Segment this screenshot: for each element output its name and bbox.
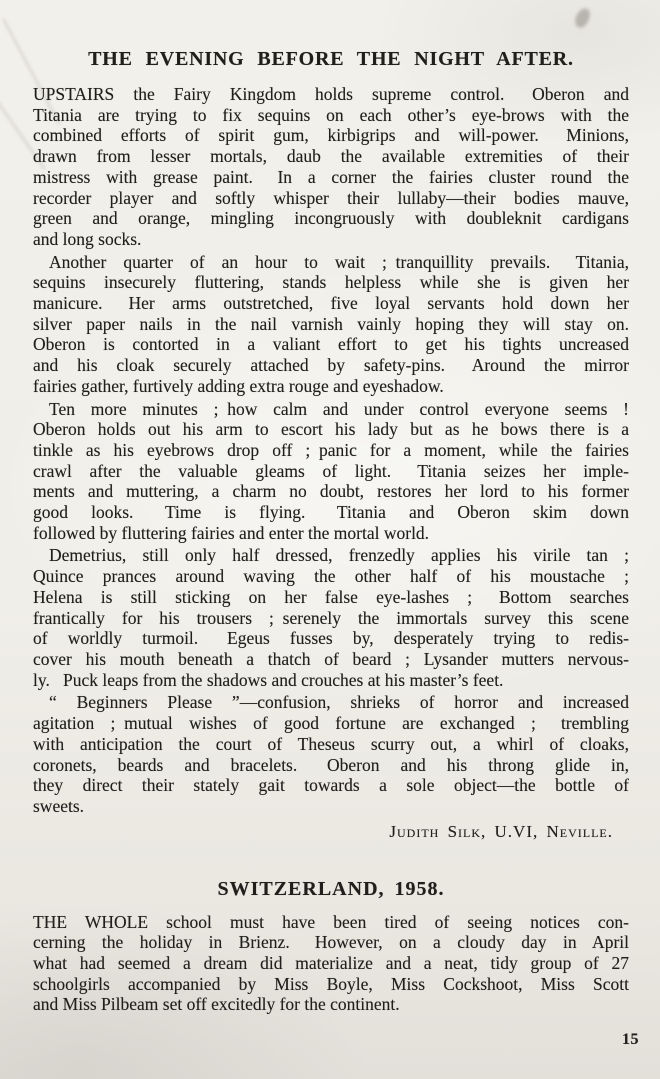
text-line: drawn from lesser mortals, daub the available extremities of their xyxy=(33,146,629,167)
paragraph xyxy=(33,912,629,1016)
text-line: coronets, beards and bracelets. Oberon and his throng glide in, xyxy=(33,754,629,775)
text-line: combined efforts of spirit gum, kirbigrips and will-power. Minions, xyxy=(33,125,629,146)
text-line: with anticipation the court of Theseus scurry out, a whirl of cloaks, xyxy=(33,733,629,754)
text-line: and his cloak securely attached by safety-pins. Around the mirror xyxy=(33,355,629,376)
text-line: manicure. Her arms outstretched, five loyal servants hold down her xyxy=(33,293,629,314)
text-line: THE WHOLE school must have been tired of seeing notices con- xyxy=(33,911,629,932)
article-title-switzerland: SWITZERLAND, 1958. xyxy=(217,877,445,900)
text-line: and long socks. xyxy=(33,228,142,249)
text-line: what had seemed a dream did materialize and a neat, tidy group of 27 xyxy=(33,953,629,974)
text-line: sweets. xyxy=(33,795,85,816)
text-line: Helena is still sticking on her false eye-lashes ; Bottom searches xyxy=(33,586,629,607)
paragraph xyxy=(33,692,629,816)
paragraph xyxy=(33,545,629,690)
text-line: Quince prances around waving the other half of his moustache ; xyxy=(33,566,629,587)
text-line: Oberon is contorted in a valiant effort to get his tights uncreased xyxy=(33,334,629,355)
text-line: and Miss Pilbeam set off excitedly for the continent. xyxy=(33,994,400,1015)
text-line: frantically for his trousers ; serenely the immortals survey this scene xyxy=(33,607,629,628)
paragraph xyxy=(33,84,629,250)
text-line: mistress with grease paint. In a corner the fairies cluster round the xyxy=(33,166,629,187)
text-line: green and orange, mingling incongruously with doubleknit cardigans xyxy=(33,208,629,229)
page-number: 15 xyxy=(622,1031,639,1048)
text-line: followed by fluttering fairies and enter the mortal world. xyxy=(33,522,430,543)
text-line: agitation ; mutual wishes of good fortune are exchanged ; trembling xyxy=(33,713,629,734)
text-line: Ten more minutes ; how calm and under control everyone seems ! xyxy=(49,398,629,419)
text-line: UPSTAIRS the Fairy Kingdom holds supreme control. Oberon and xyxy=(33,84,629,104)
text-line: good looks. Time is flying. Titania and Oberon skim down xyxy=(33,502,629,523)
text-line: ments and muttering, a charm no doubt, restores her lord to his former xyxy=(33,481,629,502)
article-title-evening-before: THE EVENING BEFORE THE NIGHT AFTER. xyxy=(88,48,574,70)
text-line: Oberon holds out his arm to escort his lady but as he bows there is a xyxy=(33,419,629,440)
article-body-switzerland xyxy=(33,912,629,1016)
text-line: cerning the holiday in Brienz. However, on a cloudy day in April xyxy=(33,932,629,953)
byline: Judith Silk, U.VI, Neville. xyxy=(389,821,613,841)
text-line: schoolgirls accompanied by Miss Boyle, Miss Cockshoot, Miss Scott xyxy=(33,973,629,994)
text-line: cover his mouth beneath a thatch of beard ; Lysander mutters nervous- xyxy=(33,648,629,669)
text-line: fairies gather, furtively adding extra rouge and eyeshadow. xyxy=(33,375,444,396)
text-line: “ Beginners Please ”—confusion, shrieks of horror and increased xyxy=(49,692,629,713)
text-line: they direct their stately gait towards a sole object—the bottle of xyxy=(33,775,629,796)
text-line: silver paper nails in the nail varnish vainly hoping they will stay on. xyxy=(33,313,629,334)
text-line: ly. Puck leaps from the shadows and crouches at his master’s feet. xyxy=(33,669,504,690)
text-line: sequins insecurely fluttering, stands helpless while she is given her xyxy=(33,272,629,293)
article-body-evening-before xyxy=(33,84,629,817)
text-line: crawl after the valuable gleams of light. Titania seizes her imple- xyxy=(33,460,629,481)
text-line: Demetrius, still only half dressed, frenzedly applies his virile tan ; xyxy=(49,545,629,566)
text-line: of worldly turmoil. Egeus fusses by, desperately trying to redis- xyxy=(33,628,629,649)
page-content xyxy=(33,0,629,1015)
text-line: recorder player and softly whisper their lullaby—their bodies mauve, xyxy=(33,187,629,208)
paragraph xyxy=(33,252,629,397)
text-line: Titania are trying to fix sequins on each other’s eye-brows with the xyxy=(33,104,629,125)
paragraph xyxy=(33,399,629,544)
text-line: tinkle as his eyebrows drop off ; panic for a moment, while the fairies xyxy=(33,439,629,460)
text-line: Another quarter of an hour to wait ; tranquillity prevails. Titania, xyxy=(49,251,629,272)
